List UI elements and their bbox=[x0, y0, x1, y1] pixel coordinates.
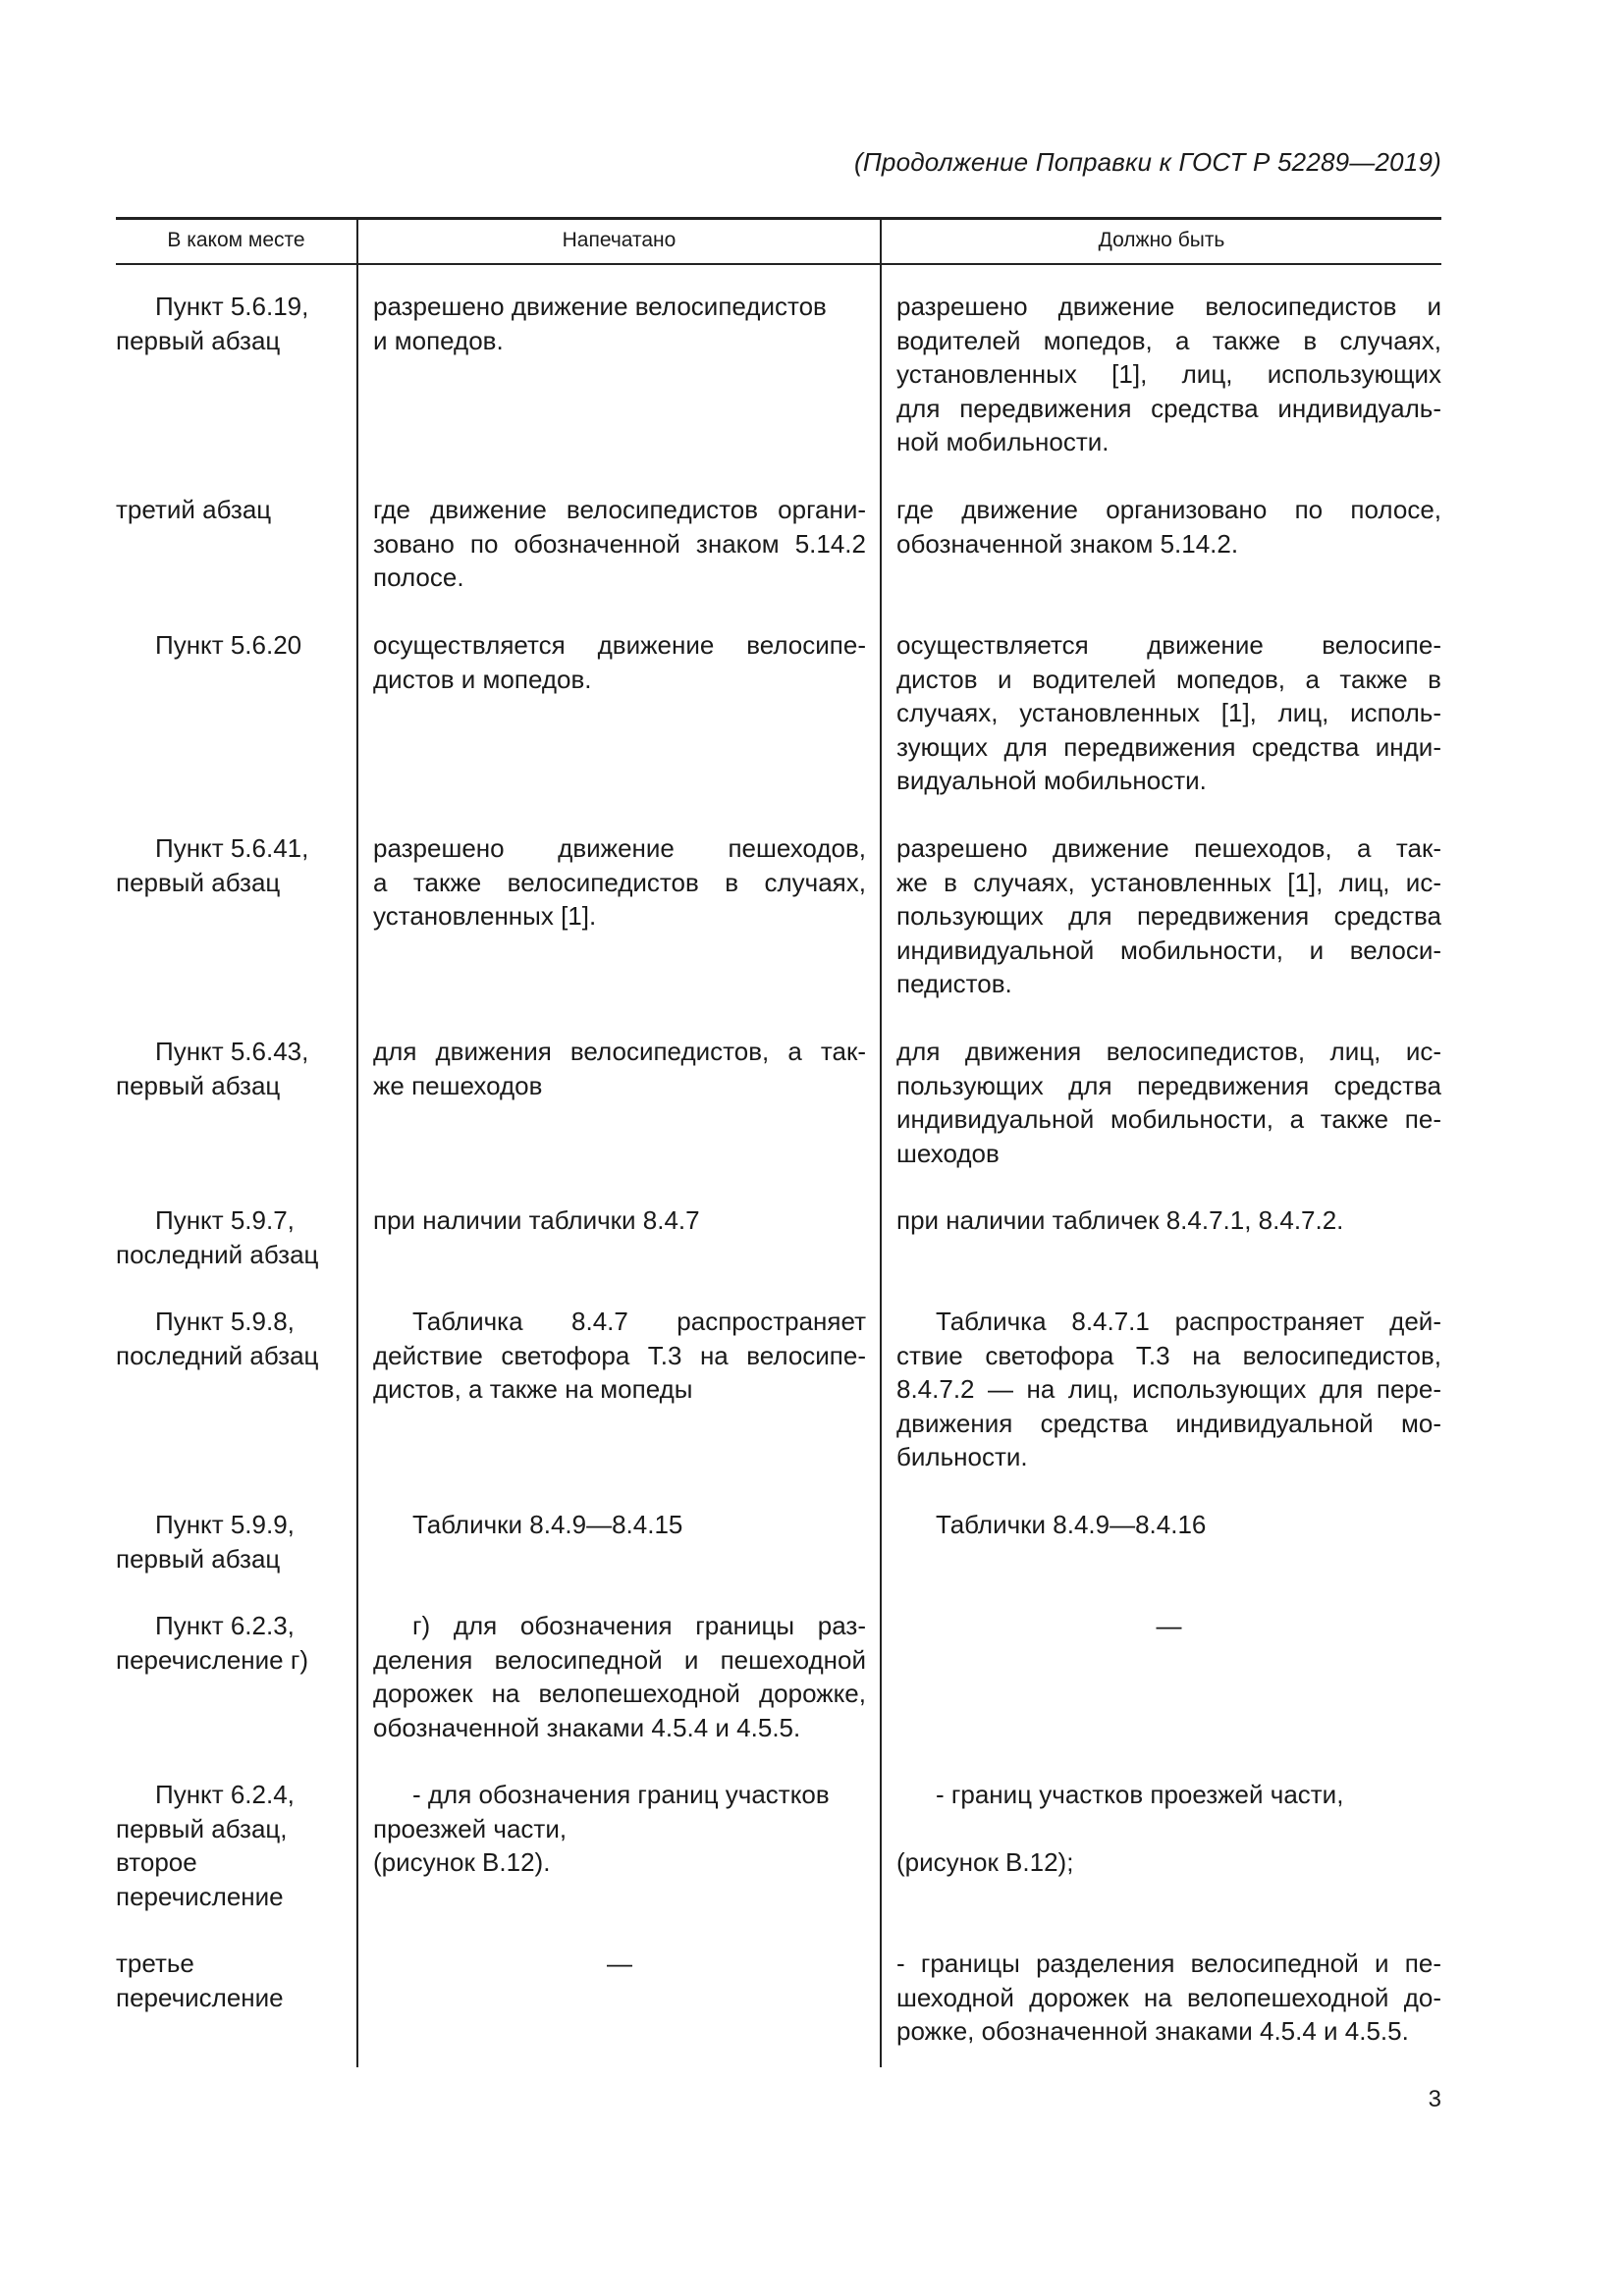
cell-line: пользующих для передвижения средства bbox=[896, 901, 1441, 931]
cell-line: где движение велосипедистов органи- bbox=[373, 495, 866, 524]
should-be-cell bbox=[896, 1305, 1441, 1474]
cell-line: первый абзац bbox=[116, 867, 281, 897]
page-number: 3 bbox=[1428, 2086, 1441, 2112]
cell-line: разрешено движение пешеходов, bbox=[373, 833, 866, 863]
cell-line: 8.4.7.2 — на лиц, использующих для пере- bbox=[896, 1374, 1441, 1404]
cell-line: Табличка 8.4.7 распространяет bbox=[412, 1307, 866, 1336]
should-be-cell bbox=[896, 831, 1441, 1001]
cell-line: Пункт 5.9.7, bbox=[155, 1205, 295, 1235]
cell-line: для движения велосипедистов, а так- bbox=[373, 1037, 866, 1066]
column-header-place: В каком месте bbox=[167, 229, 305, 251]
should-be-cell bbox=[896, 290, 1441, 459]
should-be-cell bbox=[896, 1778, 1441, 1880]
cell-line: проезжей части, bbox=[373, 1813, 568, 1843]
cell-line: перечисление bbox=[116, 1881, 284, 1911]
cell-line: - границ участков проезжей части, bbox=[936, 1780, 1344, 1809]
place-cell bbox=[116, 290, 344, 357]
cell-line: второе bbox=[116, 1847, 197, 1877]
printed-cell bbox=[373, 831, 866, 934]
document-header: (Продолжение Поправки к ГОСТ Р 52289—2019) bbox=[854, 147, 1441, 177]
cell-line: осуществляется движение велосипе- bbox=[373, 630, 866, 660]
cell-line: разрешено движение пешеходов, а так- bbox=[896, 833, 1441, 863]
cell-line: же в случаях, установленных [1], лиц, ис- bbox=[896, 867, 1441, 897]
cell-line: разрешено движение велосипедистов bbox=[373, 292, 827, 321]
cell-line: Пункт 5.6.43, bbox=[155, 1037, 309, 1066]
cell-line: для движения велосипедистов, лиц, ис- bbox=[896, 1037, 1441, 1066]
cell-line: Пункт 6.2.3, bbox=[155, 1611, 295, 1640]
cell-line: бильности. bbox=[896, 1442, 1028, 1471]
cell-line: шеходной дорожек на велопешеходной до- bbox=[896, 1982, 1441, 2012]
cell-line: ствие светофора Т.3 на велосипедистов, bbox=[896, 1340, 1441, 1370]
cell-line: индивидуальной мобильности, а также пе- bbox=[896, 1104, 1441, 1134]
cell-line: первый абзац, bbox=[116, 1813, 288, 1843]
cell-line: индивидуальной мобильности, и велоси- bbox=[896, 934, 1441, 965]
cell-line: последний абзац bbox=[116, 1340, 319, 1370]
cell-line: разрешено движение велосипедистов и bbox=[896, 292, 1441, 321]
cell-line: пользующих для передвижения средства bbox=[896, 1070, 1441, 1100]
cell-line: перечисление bbox=[116, 1982, 284, 2012]
column-divider bbox=[880, 217, 882, 2067]
printed-cell bbox=[373, 290, 866, 357]
should-be-cell bbox=[896, 1609, 1441, 1643]
cell-line: Пункт 6.2.4, bbox=[155, 1780, 295, 1809]
cell-line: установленных [1], лиц, использующих bbox=[896, 359, 1441, 389]
place-cell bbox=[116, 1778, 344, 1913]
cell-line: Пункт 5.6.20 bbox=[155, 630, 302, 660]
cell-line: (рисунок В.12). bbox=[373, 1847, 551, 1877]
cell-line: Таблички 8.4.9—8.4.15 bbox=[412, 1510, 683, 1539]
cell-line: обозначенной знаками 4.5.4 и 4.5.5. bbox=[373, 1712, 801, 1742]
should-be-cell bbox=[896, 493, 1441, 561]
cell-line: деления велосипедной и пешеходной bbox=[373, 1644, 866, 1675]
column-header-should-be: Должно быть bbox=[1098, 229, 1225, 251]
cell-line: водителей мопедов, а также в случаях, bbox=[896, 325, 1441, 355]
place-cell bbox=[116, 493, 344, 527]
should-be-cell bbox=[896, 628, 1441, 798]
place-cell bbox=[116, 831, 344, 899]
cell-line: третье bbox=[116, 1949, 194, 1978]
printed-cell bbox=[373, 1305, 866, 1407]
cell-line: зующих для передвижения средства инди- bbox=[896, 731, 1441, 762]
printed-cell bbox=[373, 1203, 866, 1238]
printed-cell bbox=[373, 1508, 866, 1542]
cell-line: видуальной мобильности. bbox=[896, 766, 1207, 795]
printed-cell bbox=[373, 628, 866, 696]
printed-cell bbox=[373, 1778, 866, 1880]
column-divider bbox=[356, 217, 358, 2067]
cell-line: - границы разделения велосипедной и пе- bbox=[896, 1949, 1441, 1978]
cell-line: первый абзац bbox=[116, 1070, 281, 1100]
should-be-cell bbox=[896, 1947, 1441, 2049]
cell-line: Табличка 8.4.7.1 распространяет дей- bbox=[936, 1307, 1441, 1336]
place-cell bbox=[116, 1508, 344, 1575]
printed-cell bbox=[373, 1035, 866, 1102]
cell-line: движения средства индивидуальной мо- bbox=[896, 1408, 1441, 1438]
should-be-cell bbox=[896, 1035, 1441, 1170]
empty-dash: — bbox=[1156, 1611, 1182, 1640]
cell-line: при наличии табличек 8.4.7.1, 8.4.7.2. bbox=[896, 1205, 1344, 1235]
cell-line: рожке, обозначенной знаками 4.5.4 и 4.5.5. bbox=[896, 2016, 1409, 2046]
cell-line: Пункт 5.6.41, bbox=[155, 833, 309, 863]
cell-line bbox=[896, 1812, 1441, 1846]
cell-line: установленных [1]. bbox=[373, 901, 597, 931]
cell-line: перечисление г) bbox=[116, 1644, 309, 1675]
cell-line: зовано по обозначенной знаком 5.14.2 bbox=[373, 528, 866, 559]
cell-line: педистов. bbox=[896, 969, 1012, 998]
should-be-cell bbox=[896, 1203, 1441, 1238]
cell-line: дистов, а также на мопеды bbox=[373, 1374, 693, 1404]
cell-line: где движение организовано по полосе, bbox=[896, 495, 1441, 524]
cell-line: третий абзац bbox=[116, 495, 272, 524]
place-cell bbox=[116, 1609, 344, 1677]
place-cell bbox=[116, 1947, 344, 2014]
cell-line: обозначенной знаком 5.14.2. bbox=[896, 528, 1239, 559]
cell-line: для передвижения средства индивидуаль- bbox=[896, 393, 1441, 423]
cell-line: Таблички 8.4.9—8.4.16 bbox=[936, 1510, 1207, 1539]
cell-line: - для обозначения границ участков bbox=[412, 1780, 830, 1809]
place-cell bbox=[116, 628, 344, 663]
cell-line: первый абзац bbox=[116, 325, 281, 355]
cell-line: и мопедов. bbox=[373, 325, 504, 355]
printed-cell bbox=[373, 1947, 866, 1981]
place-cell bbox=[116, 1203, 344, 1271]
cell-line: дистов и водителей мопедов, а также в bbox=[896, 664, 1441, 694]
cell-line: Пункт 5.9.8, bbox=[155, 1307, 295, 1336]
printed-cell bbox=[373, 1609, 866, 1744]
cell-line: действие светофора Т.3 на велосипе- bbox=[373, 1340, 866, 1370]
cell-line: при наличии таблички 8.4.7 bbox=[373, 1205, 700, 1235]
column-header-printed: Напечатано bbox=[562, 229, 677, 251]
should-be-cell bbox=[896, 1508, 1441, 1542]
cell-line: Пункт 5.9.9, bbox=[155, 1510, 295, 1539]
cell-line: Пункт 5.6.19, bbox=[155, 292, 309, 321]
cell-line: первый абзац bbox=[116, 1543, 281, 1574]
cell-line: полосе. bbox=[373, 562, 464, 592]
cell-line: осуществляется движение велосипе- bbox=[896, 630, 1441, 660]
empty-dash: — bbox=[607, 1949, 632, 1978]
cell-line: случаях, установленных [1], лиц, исполь- bbox=[896, 698, 1441, 727]
cell-line: последний абзац bbox=[116, 1239, 319, 1269]
cell-line: а также велосипедистов в случаях, bbox=[373, 867, 866, 897]
cell-line: же пешеходов bbox=[373, 1070, 543, 1100]
place-cell bbox=[116, 1305, 344, 1372]
cell-line: дистов и мопедов. bbox=[373, 664, 592, 694]
cell-line: дорожек на велопешеходной дорожке, bbox=[373, 1679, 866, 1708]
cell-line: шеходов bbox=[896, 1138, 1000, 1168]
cell-line: ной мобильности. bbox=[896, 427, 1110, 456]
cell-line: г) для обозначения границы раз- bbox=[412, 1611, 866, 1640]
place-cell bbox=[116, 1035, 344, 1102]
table-header-rule bbox=[116, 263, 1441, 265]
printed-cell bbox=[373, 493, 866, 595]
cell-line: (рисунок В.12); bbox=[896, 1847, 1074, 1877]
